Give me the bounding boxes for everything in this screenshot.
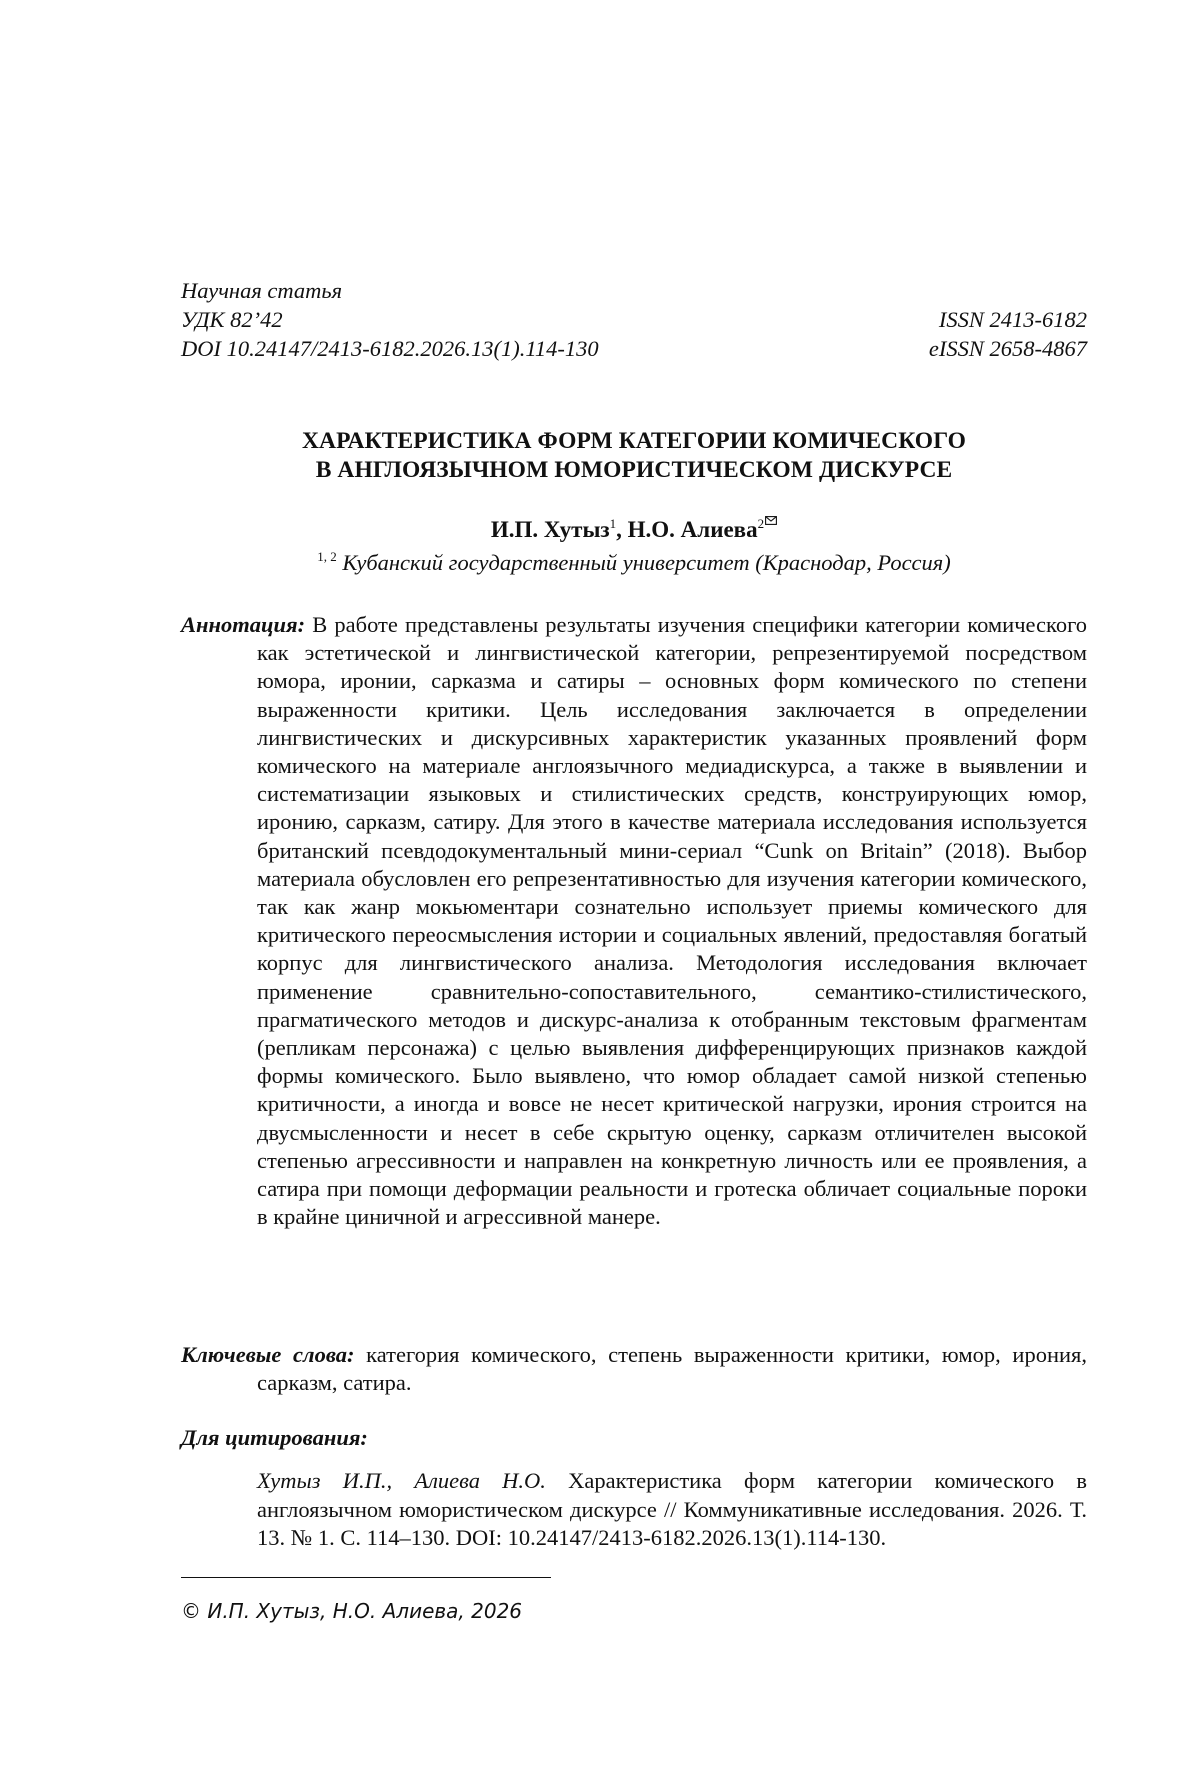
authors bbox=[181, 516, 1087, 544]
author-1: И.П. Хутыз bbox=[490, 517, 610, 542]
author-2: Н.О. Алиева bbox=[627, 517, 758, 542]
affiliation bbox=[181, 549, 1087, 577]
citation-authors: Хутыз И.П., Алиева Н.О. bbox=[257, 1468, 546, 1493]
author-1-affil-mark: 1 bbox=[609, 516, 617, 531]
affiliation-marks: 1, 2 bbox=[317, 549, 337, 564]
citation-text: Характеристика форм категории комического в англоязычном юмористическом дискурсе // Коммуникативные исследования. 2026. Т. 13. № 1. С. 114–130. DOI: 10.24147/2413-6182.2026.13(1).114-130. bbox=[257, 1468, 1087, 1550]
article-title bbox=[181, 427, 1087, 485]
abstract-text: В работе представлены результаты изучения специфики категории комического как эстетической и лингвистической категории, репрезентируемой посредством юмора, иронии, сарказма и сатиры – основных форм комического по степени выраженности критики. Цель исследования заключается в определении лингвистических и дискурсивных характеристик указанных проявлений форм комического на материале англоязычного медиадискурса, а также в выявлении и систематизации языковых и стилистических средств, конструирующих юмор, иронию, сарказм, сатиру. Для этого в качестве материала исследования используется британский псевдодокументальный мини-сериал “Cunk on Britain” (2018). Выбор материала обусловлен его репрезентативностью для изучения категории комического, так как жанр мокьюментари сознательно использует приемы комического для критического переосмысления истории и социальных явлений, предоставляя богатый корпус для лингвистического анализа. Методология исследования включает применение сравнительно-сопоставительного, семантико-стилистического, прагматического методов и дискурс-анализа к отобранным текстовым фрагментам (репликам персонажа) с целью выявления дифференцирующих признаков каждой формы комического. Было выявлено, что юмор обладает самой низкой степенью критичности, а иногда и вовсе не несет критической нагрузки, ирония строится на двусмысленности и несет в себе скрытую оценку, сарказм отличителен высокой степенью агрессивности и направлен на конкретную личность или ее проявления, а сатира при помощи деформации реальности и гротеска обличает социальные пороки в крайне циничной и агрессивной манере. bbox=[257, 612, 1087, 1230]
keywords-text: категория комического, степень выраженности критики, юмор, ирония, сарказм, сатира. bbox=[257, 1342, 1088, 1396]
copyright: © И.П. Хутыз, Н.О. Алиева, 2026 bbox=[181, 1599, 523, 1623]
doi: DOI 10.24147/2413-6182.2026.13(1).114-130 bbox=[181, 336, 599, 361]
article-type: Научная статья bbox=[181, 278, 343, 303]
affiliation-text: Кубанский государственный университет (Краснодар, Россия) bbox=[342, 550, 951, 575]
eissn: eISSN 2658-4867 bbox=[928, 336, 1087, 361]
title-line-2: В АНГЛОЯЗЫЧНОМ ЮМОРИСТИЧЕСКОМ ДИСКУРСЕ bbox=[315, 457, 953, 483]
citation-label: Для цитирования: bbox=[181, 1425, 368, 1450]
author-2-affil-mark: 2 bbox=[757, 516, 765, 531]
keywords-label: Ключевые слова: bbox=[181, 1342, 355, 1367]
mail-icon bbox=[765, 516, 777, 525]
issn: ISSN 2413-6182 bbox=[938, 307, 1087, 332]
keywords bbox=[181, 1341, 1087, 1397]
title-line-1: ХАРАКТЕРИСТИКА ФОРМ КАТЕГОРИИ КОМИЧЕСКОГО bbox=[301, 428, 967, 454]
abstract-label: Аннотация: bbox=[181, 612, 306, 637]
udk-code: УДК 82’42 bbox=[181, 307, 283, 332]
article-meta bbox=[181, 276, 1087, 363]
citation bbox=[257, 1467, 1087, 1553]
author-separator: , bbox=[616, 517, 628, 542]
footnote-divider bbox=[181, 1577, 551, 1578]
abstract bbox=[181, 611, 1087, 1231]
